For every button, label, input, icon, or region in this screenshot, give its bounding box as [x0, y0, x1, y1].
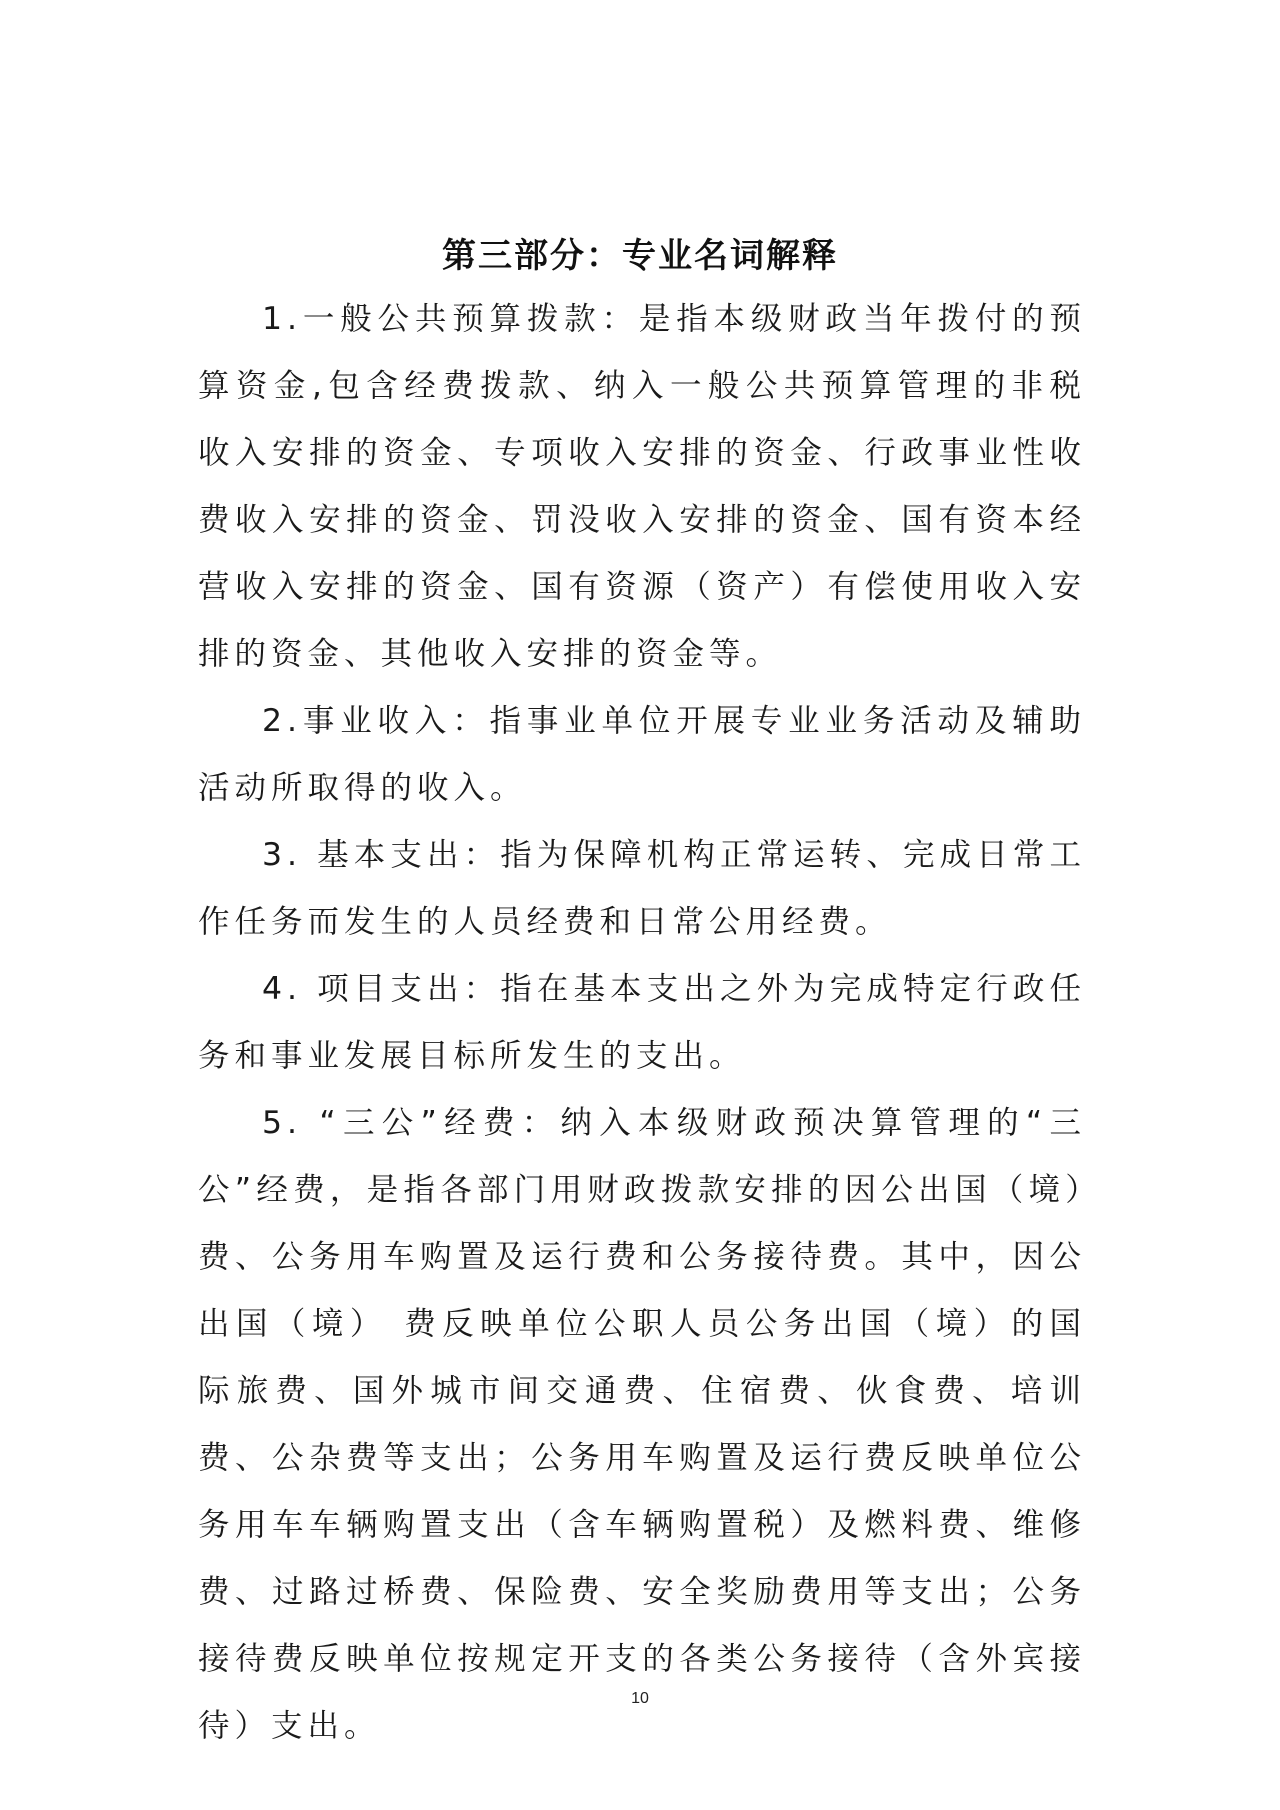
paragraph-basic-expenditure: 3. 基本支出：指为保障机构正常运转、完成日常工作任务而发生的人员经费和日常公用经费。	[198, 837, 1086, 940]
paragraph-general-budget-allocation: 1.一般公共预算拨款：是指本级财政当年拨付的预算资金,包含经费拨款、纳入一般公共预算管理的非税收入安排的资金、专项收入安排的资金、行政事业性收费收入安排的资金、罚没收入安排的资金、国有资本经营收入安排的资金、国有资源（资产）有偿使用收入安排的资金、其他收入安排的资金等。	[198, 301, 1086, 672]
paragraph-three-public-expenses: 5. “三公”经费：纳入本级财政预决算管理的“三公”经费，是指各部门用财政拨款安排的因公出国（境）费、公务用车购置及运行费和公务接待费。其中，因公出国（境） 费反映单位公职人员公务出国（境）的国际旅费、国外城市间交通费、住宿费、伙食费、培训费、公杂费等支出；公务用车购置及运行费反映单位公务用车车辆购置支出（含车辆购置税）及燃料费、维修费、过路过桥费、保险费、安全奖励费用等支出；公务接待费反映单位按规定开支的各类公务接待（含外宾接待）支出。	[198, 1105, 1086, 1744]
page-number: 10	[631, 1690, 649, 1707]
paragraph-business-income: 2.事业收入：指事业单位开展专业业务活动及辅助活动所取得的收入。	[198, 703, 1086, 806]
paragraph-project-expenditure: 4. 项目支出：指在基本支出之外为完成特定行政任务和事业发展目标所发生的支出。	[198, 971, 1086, 1074]
document-body	[198, 286, 1086, 1760]
page-title: 第三部分：专业名词解释	[442, 236, 838, 276]
